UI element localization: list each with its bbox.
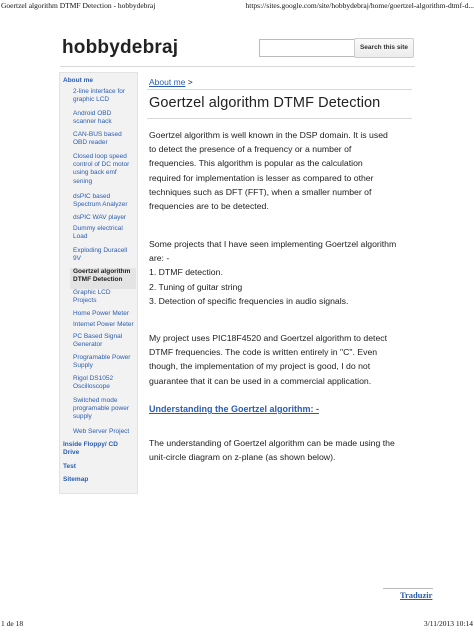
sidebar-item-label: Load	[73, 233, 88, 241]
paragraph-line: My project uses PIC18F4520 and Goertzel algorithm to detect	[149, 333, 388, 343]
sidebar-item-label: OBD reader	[73, 139, 108, 147]
sidebar-item-label: Dummy electrical	[73, 225, 123, 232]
sidebar-item-label: graphic LCD	[73, 96, 110, 104]
paragraph-line: unit-circle diagram on z-plane (as shown below).	[149, 452, 336, 463]
search-button[interactable]: Search this site	[354, 38, 414, 58]
paragraph-intro	[149, 128, 417, 213]
sidebar-item-label: Supply	[73, 362, 93, 370]
sidebar-item-label: Spectrum Analyzer	[73, 201, 128, 209]
print-header	[0, 0, 474, 12]
paragraph-line: 1. DTMF detection.	[149, 267, 223, 278]
sidebar-item-test[interactable]: Test	[63, 463, 76, 470]
paragraph-my-project	[149, 331, 417, 388]
paragraph-projects	[149, 237, 417, 308]
sidebar-item-label: Home Power Meter	[73, 310, 129, 317]
translate-link[interactable]: Traduzir	[400, 590, 433, 600]
sidebar-item-label: 2-line interface for	[73, 88, 126, 95]
print-footer	[0, 619, 474, 631]
paragraph-line: Goertzel algorithm is well known in the DSP domain. It is used	[149, 130, 388, 140]
section-link-understanding[interactable]: Understanding the Goertzel algorithm: -	[149, 404, 320, 414]
sidebar-item-label: scanner hack	[73, 118, 112, 126]
sidebar-item-sub[interactable]	[73, 333, 135, 349]
sidebar-item-label: Exploding Duracell	[73, 247, 128, 254]
sidebar-item-sub[interactable]	[73, 289, 135, 305]
sidebar-item-sub[interactable]	[73, 193, 135, 209]
sidebar-item-label: Oscilloscope	[73, 383, 110, 391]
sidebar-item-label: control of DC motor	[73, 161, 130, 169]
sidebar-item-label: programable power	[73, 405, 130, 413]
paragraph-line: are: -	[149, 253, 170, 264]
sidebar-item-sub[interactable]	[73, 153, 135, 186]
breadcrumb	[149, 77, 193, 87]
sidebar-item-sub[interactable]	[73, 131, 135, 147]
sidebar-item-label: Switched mode	[73, 397, 118, 404]
paragraph-line: The understanding of Goertzel algorithm can be made using the	[149, 438, 395, 448]
sidebar-item-label: supply	[73, 413, 92, 421]
sidebar-item-label: Goertzel algorithm	[73, 268, 131, 275]
breadcrumb-divider	[147, 89, 412, 90]
print-timestamp: 3/11/2013 10:14	[423, 619, 473, 628]
sidebar-item-label: Graphic LCD	[73, 289, 111, 296]
sidebar-item-sub[interactable]	[73, 397, 135, 422]
sidebar-item-sitemap[interactable]: Sitemap	[63, 476, 89, 483]
sidebar-item-label: Closed loop speed	[73, 153, 127, 160]
paragraph-line: required for implementation is lesser as compared to other	[149, 172, 374, 183]
sidebar-item-label: Inside Floppy/ CD	[63, 441, 118, 448]
paragraph-line: though, the implementation of my project is good, I do not	[149, 361, 371, 372]
sidebar-nav	[59, 72, 138, 494]
paragraph-line: to detect the presence of a frequency or a number of	[149, 144, 352, 155]
sidebar-item-sub[interactable]	[73, 247, 135, 263]
sidebar-item-inside-floppy[interactable]	[63, 441, 118, 457]
breadcrumb-separator: >	[187, 77, 193, 87]
sidebar-item-label: Internet Power Meter	[73, 321, 134, 328]
sidebar-item-label: Rigol DS1052	[73, 375, 114, 382]
sidebar-item-sub[interactable]	[73, 310, 135, 318]
paragraph-line: techniques such as DFT (FFT), when a smaller number of	[149, 186, 372, 197]
sidebar-item-label: Drive	[63, 449, 80, 457]
sidebar-item-label: PC Based Signal	[73, 333, 123, 340]
search-input[interactable]	[259, 39, 355, 57]
print-header-url: https://sites.google.com/site/hobbydebraj/home/goertzel-algorithm-dtmf-d...	[245, 1, 474, 10]
site-title[interactable]: hobbydebraj	[62, 37, 179, 58]
sidebar-item-sub[interactable]	[73, 88, 135, 104]
sidebar-item-sub[interactable]	[73, 428, 135, 436]
paragraph-line: 3. Detection of specific frequencies in audio signals.	[149, 295, 349, 306]
sidebar-item-label: 9V	[73, 255, 81, 263]
paragraph-line: frequencies are to be detected.	[149, 201, 269, 212]
paragraph-line: Some projects that I have seen implementing Goertzel algorithm	[149, 239, 397, 249]
sidebar-item-label: Android OBD	[73, 110, 112, 117]
sidebar-item-sub	[73, 268, 135, 284]
sidebar-item-label: Projects	[73, 297, 97, 305]
sidebar-item-label: sening	[73, 177, 93, 185]
sidebar-item-label: dsPIC WAV player	[73, 214, 127, 221]
sidebar-item-label: CAN-BUS based	[73, 131, 122, 138]
sidebar-item-label: Programable Power	[73, 354, 131, 361]
sidebar-item-about-me[interactable]: About me	[63, 77, 93, 84]
sidebar-item-label: DTMF Detection	[73, 276, 123, 284]
sidebar-item-sub[interactable]	[73, 214, 135, 222]
paragraph-line: 2. Tuning of guitar string	[149, 281, 243, 292]
paragraph-line: DTMF frequencies. The code is written entirely in "C". Even	[149, 347, 378, 358]
sidebar-item-sub[interactable]	[73, 375, 135, 391]
page-number: 1 de 18	[1, 619, 24, 628]
sidebar-item-label: Generator	[73, 341, 103, 349]
sidebar-item-sub[interactable]	[73, 354, 135, 370]
sidebar-item-label: dsPIC based	[73, 193, 111, 200]
header-divider	[60, 66, 415, 67]
sidebar-item-sub[interactable]	[73, 321, 135, 329]
page-title: Goertzel algorithm DTMF Detection	[149, 95, 381, 111]
sidebar-item-label: using back emf	[73, 169, 117, 177]
paragraph-understanding	[149, 436, 417, 464]
print-header-title: Goertzel algorithm DTMF Detection - hobbydebraj	[1, 1, 156, 10]
paragraph-line: guarantee that it can be used in a commercial application.	[149, 375, 372, 386]
title-divider	[147, 118, 412, 119]
breadcrumb-link-about-me[interactable]: About me	[149, 77, 186, 87]
sidebar-item-label: Web Server Project	[73, 428, 130, 435]
sidebar-item-sub[interactable]	[73, 110, 135, 126]
sidebar-item-sub[interactable]	[73, 225, 135, 241]
paragraph-line: frequencies. This algorithm is popular as the calculation	[149, 158, 363, 169]
